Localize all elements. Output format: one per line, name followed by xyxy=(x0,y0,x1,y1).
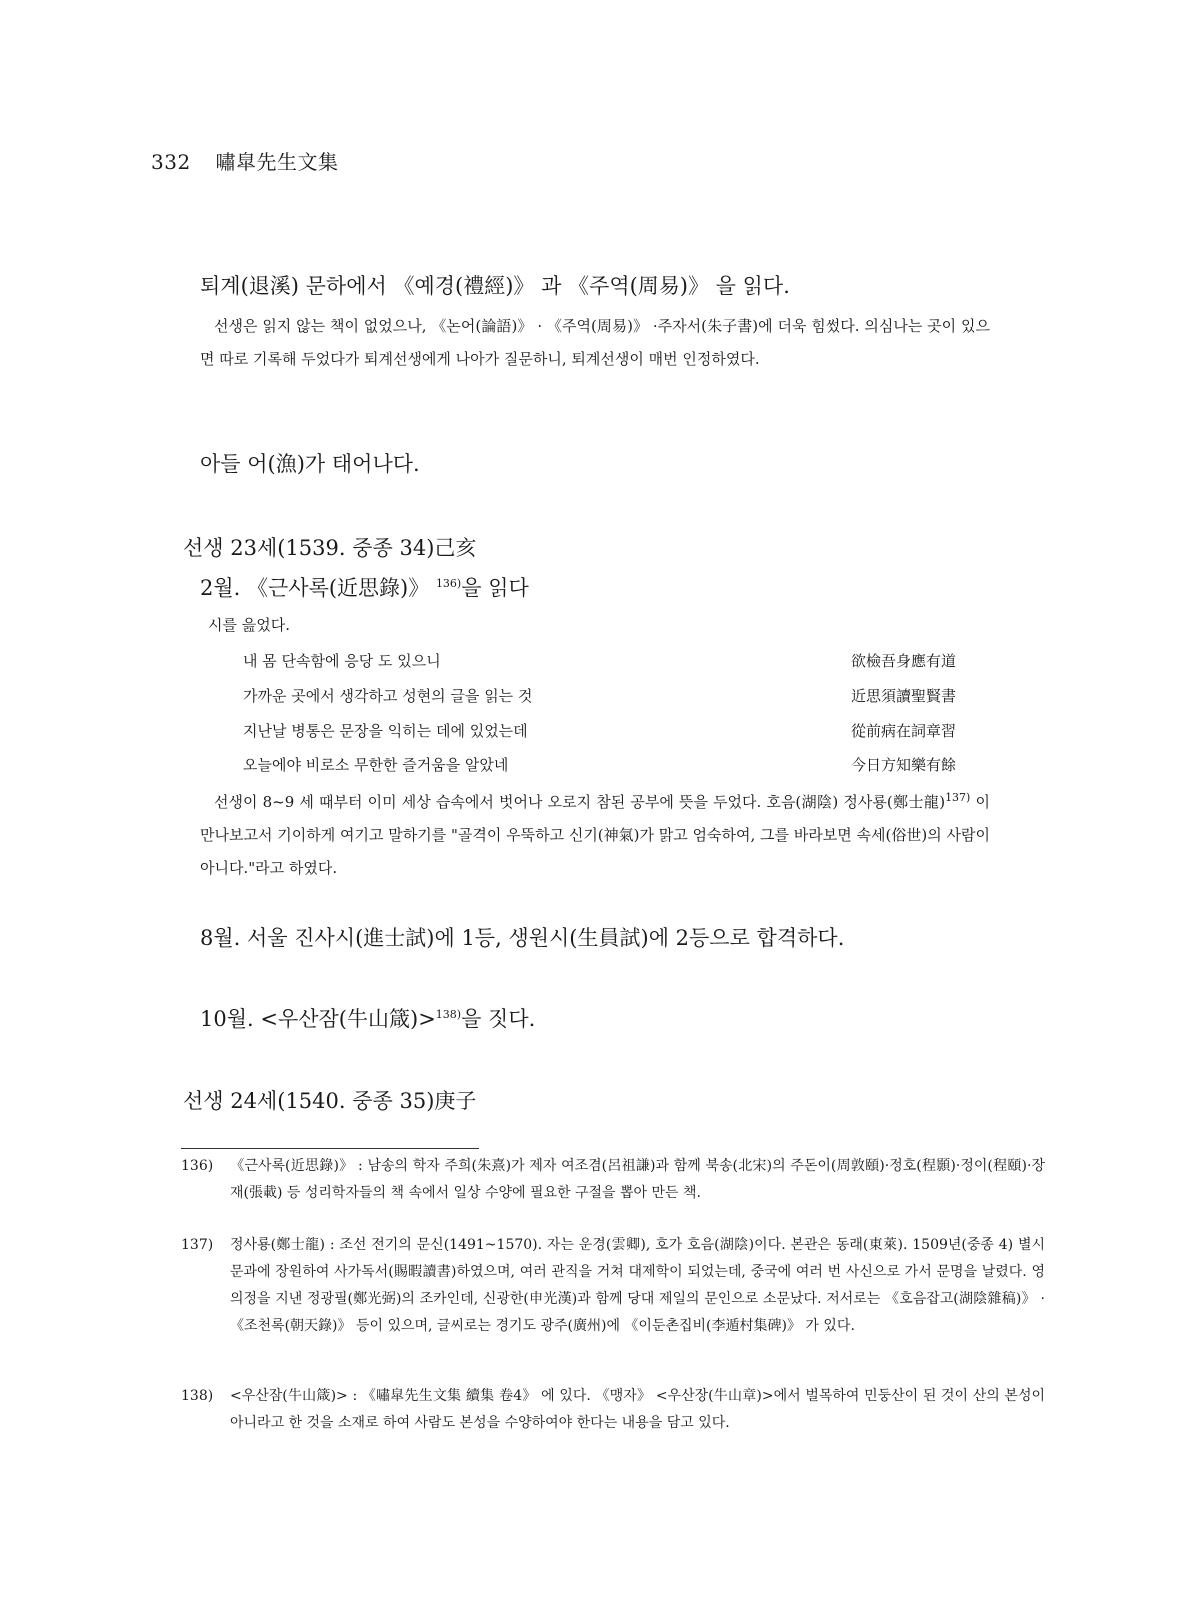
poem-chinese: 欲檢吾身應有道 xyxy=(850,652,956,670)
body-text: 선생이 8~9 세 때부터 이미 세상 습속에서 벗어나 오로지 참된 공부에 뜻을 두었다. 호음(湖陰) 정사룡(鄭士龍) xyxy=(214,793,946,811)
year-heading: 선생 24세(1540. 중종 35)庚子 xyxy=(183,1089,477,1113)
poem-korean: 지난날 병통은 문장을 익히는 데에 있었는데 xyxy=(243,722,528,740)
poem-line xyxy=(243,754,956,775)
entry-heading: 8월. 서울 진사시(進士試)에 1등, 생원시(生員試)에 2등으로 합격하다. xyxy=(200,926,845,950)
entry-body xyxy=(200,786,990,885)
year-heading: 선생 23세(1539. 중종 34)己亥 xyxy=(183,536,477,560)
poem-intro: 시를 읊었다. xyxy=(208,616,290,634)
footnote-number: 138) xyxy=(181,1388,214,1404)
entry-heading xyxy=(200,1003,990,1033)
body-text: 이 만나보고서 기이하게 여기고 말하기를 "골격이 우뚝하고 신기(神氣)가 맑고 엄숙하여, 그를 바라보면 속세(俗世)의 사람이 아니다."라고 하였다. xyxy=(200,793,990,877)
footnote-text: 《근사록(近思錄)》 : 남송의 학자 주희(朱熹)가 제자 여조겸(呂祖謙)과 함께 북송(北宋)의 주돈이(周敦頤)·정호(程顥)·정이(程頤)·장재(張載) 등 성리학자들의 책 속에서 일상 수양에 필요한 구절을 뽑아 만든 책. xyxy=(230,1158,1045,1201)
footnote-divider xyxy=(181,1148,479,1149)
footnote xyxy=(181,1153,1045,1207)
poem-line xyxy=(243,650,956,671)
poem-line xyxy=(243,720,956,741)
poem-korean: 가까운 곳에서 생각하고 성현의 글을 읽는 것 xyxy=(243,687,533,705)
poem-korean: 내 몸 단속함에 응당 도 있으니 xyxy=(243,652,441,670)
footnote-text: 정사룡(鄭士龍) : 조선 전기의 문신(1491~1570). 자는 운경(雲卿), 호가 호음(湖陰)이다. 본관은 동래(東萊). 1509년(중종 4) 별시문과에 장원하여 사가독서(賜暇讀書)하였으며, 여러 관직을 거쳐 대제학이 되었는데, 중국에 여러 번 사신으로 가서 문명을 날렸다. 영의정을 지낸 정광필(鄭光弼)의 조카인데, 신광한(申光漢)과 함께 당대 제일의 문인으로 소문났다. 저서로는 《호음잡고(湖陰雜稿)》 · 《조천록(朝天錄)》 등이 있으며, 글씨로는 경기도 광주(廣州)에 《이둔촌집비(李遁村集碑)》 가 있다. xyxy=(230,1237,1045,1334)
heading-text: 을 짓다. xyxy=(461,1007,536,1031)
footnote xyxy=(181,1383,1045,1437)
footnote-ref: 138) xyxy=(435,1008,462,1021)
heading-text: 을 읽다 xyxy=(461,576,529,600)
heading-text: 2월. 《근사록(近思錄)》 xyxy=(200,576,430,600)
footnote-number: 136) xyxy=(181,1158,214,1174)
entry-body: 선생은 읽지 않는 책이 없었으나, 《논어(論語)》 · 《주역(周易)》 ·주자서(朱子書)에 더욱 힘썼다. 의심나는 곳이 있으면 따로 기록해 두었다가 퇴계선생에게 나아가 질문하니, 퇴계선생이 매번 인정하였다. xyxy=(200,317,990,368)
poem-chinese: 今日方知樂有餘 xyxy=(850,756,956,774)
footnote-text: <우산잠(牛山箴)> : 《嘯皐先生文集 續集 卷4》 에 있다. 《맹자》 <우산장(牛山章)>에서 벌목하여 민둥산이 된 것이 산의 본성이 아니라고 한 것을 소재로 하여 사람도 본성을 수양하여야 한다는 내용을 담고 있다. xyxy=(230,1388,1045,1431)
running-header xyxy=(151,146,339,175)
footnote-ref: 137) xyxy=(945,791,971,804)
footnote xyxy=(181,1232,1045,1340)
footnote-ref: 136) xyxy=(435,577,462,590)
poem-chinese: 近思須讀聖賢書 xyxy=(850,687,956,705)
entry-heading: 아들 어(漁)가 태어나다. xyxy=(200,452,420,476)
footnote-number: 137) xyxy=(181,1237,214,1253)
poem-line xyxy=(243,685,956,706)
entry-heading xyxy=(200,572,990,602)
poem-chinese: 從前病在詞章習 xyxy=(850,722,956,740)
entry-heading: 퇴계(退溪) 문하에서 《예경(禮經)》 과 《주역(周易)》 을 읽다. xyxy=(200,274,790,298)
page-number: 332 xyxy=(151,150,191,174)
book-title: 嘯皐先生文集 xyxy=(215,150,339,174)
heading-text: 10월. <우산잠(牛山箴)> xyxy=(200,1007,436,1031)
poem-korean: 오늘에야 비로소 무한한 즐거움을 알았네 xyxy=(243,756,509,774)
